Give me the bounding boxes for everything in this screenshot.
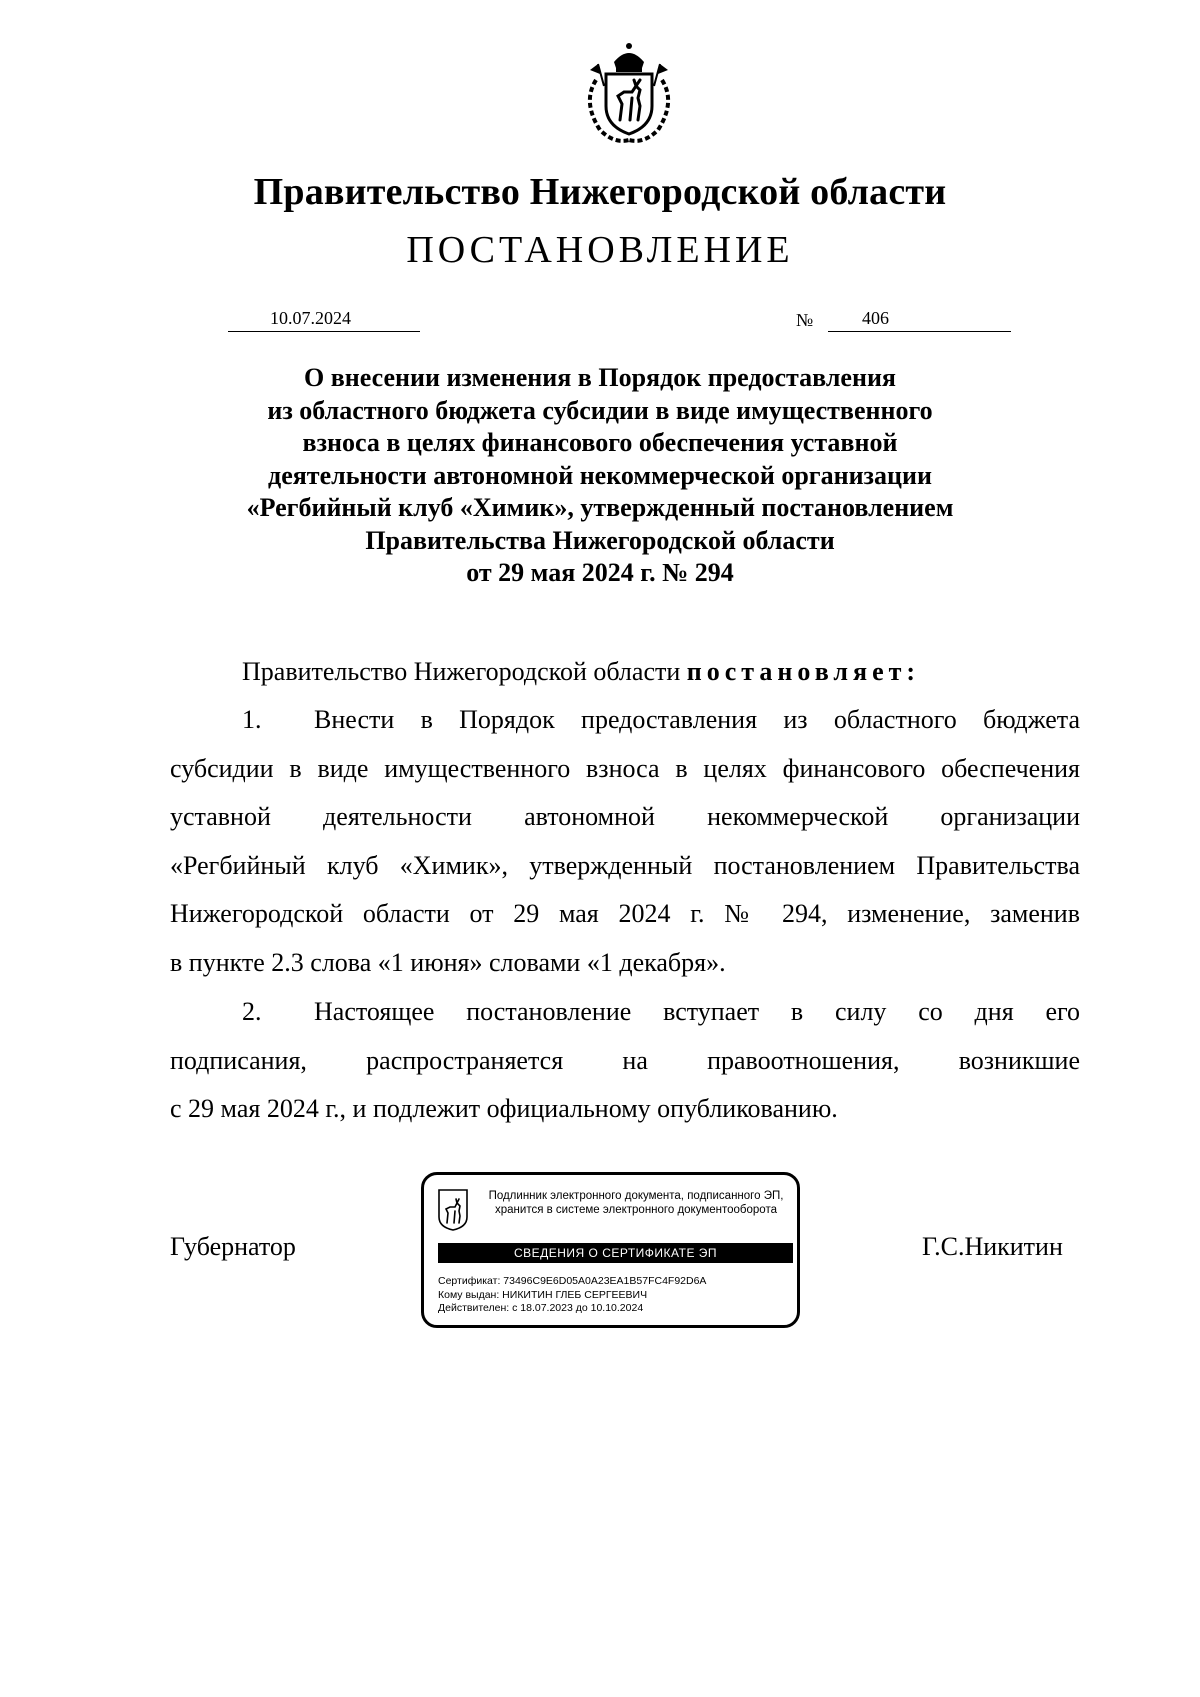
document-subject xyxy=(200,362,1000,590)
paragraph-line: 1. Внести в Порядок предоставления из областного бюджета xyxy=(170,696,1080,745)
document-type: ПОСТАНОВЛЕНИЕ xyxy=(406,229,794,271)
subject-line: взноса в целях финансового обеспечения уставной xyxy=(302,428,898,457)
item-number: 1. xyxy=(242,705,262,734)
document-date: 10.07.2024 xyxy=(270,308,351,328)
preamble-text: Правительство Нижегородской области xyxy=(242,657,681,686)
subject-line: Правительства Нижегородской области xyxy=(365,525,835,555)
subject-line: О внесении изменения в Порядок предоставления xyxy=(304,363,896,392)
certificate-info-bar: СВЕДЕНИЯ О СЕРТИФИКАТЕ ЭП xyxy=(438,1243,793,1263)
organization-title: Правительство Нижегородской области xyxy=(253,171,947,213)
paragraph-line: в пункте 2.3 слова «1 июня» словами «1 декабря». xyxy=(170,947,726,977)
certificate-validity: Действителен: с 18.07.2023 до 10.10.2024 xyxy=(438,1302,644,1314)
paragraph-1 xyxy=(170,696,1080,987)
preamble xyxy=(242,648,920,697)
paragraph-line: «Регбийный клуб «Химик», утвержденный постановлением Правительства xyxy=(170,850,1080,880)
number-field xyxy=(828,305,1011,332)
paragraph-line: субсидии в виде имущественного взноса в целях финансового обеспечения xyxy=(170,753,1080,783)
item-number: 2. xyxy=(242,997,262,1026)
subject-line: «Регбийный клуб «Химик», утвержденный постановлением xyxy=(246,493,954,522)
signatory-name: Г.С.Никитин xyxy=(922,1232,1063,1261)
certificate-details xyxy=(438,1275,706,1316)
preamble-verb: постановляет: xyxy=(686,657,921,686)
paragraph-2 xyxy=(170,988,1080,1134)
subject-line: деятельности автономной некоммерческой организации xyxy=(268,460,932,490)
certificate-owner: Кому выдан: НИКИТИН ГЛЕБ СЕРГЕЕВИЧ xyxy=(438,1288,648,1301)
electronic-signature-stamp xyxy=(421,1172,800,1328)
stamp-note: Подлинник электронного документа, подписанного ЭП, хранится в системе электронного документооборота xyxy=(488,1190,784,1216)
certificate-id: Сертификат: 73496C9E6D05A0A23EA1B57FC4F92D6A xyxy=(438,1275,707,1287)
signatory-title: Губернатор xyxy=(170,1232,296,1261)
subject-line: из областного бюджета субсидии в виде имущественного xyxy=(267,395,933,425)
subject-line: от 29 мая 2024 г. № 294 xyxy=(466,558,734,587)
paragraph-line: Нижегородской области от 29 мая 2024 г. № 294, изменение, заменив xyxy=(170,899,1080,928)
paragraph-line: подписания, распространяется на правоотношения, возникшие xyxy=(170,1045,1080,1075)
paragraph-line: уставной деятельности автономной некоммерческой организации xyxy=(170,802,1080,831)
coat-of-arms-icon xyxy=(574,40,684,148)
date-field xyxy=(228,305,420,332)
deer-emblem-icon xyxy=(438,1189,468,1231)
paragraph-line: 2. Настоящее постановление вступает в силу со дня его xyxy=(170,988,1080,1037)
document-number: 406 xyxy=(862,308,889,328)
number-sign: № xyxy=(796,310,814,330)
paragraph-line: с 29 мая 2024 г., и подлежит официальному опубликованию. xyxy=(170,1094,838,1123)
